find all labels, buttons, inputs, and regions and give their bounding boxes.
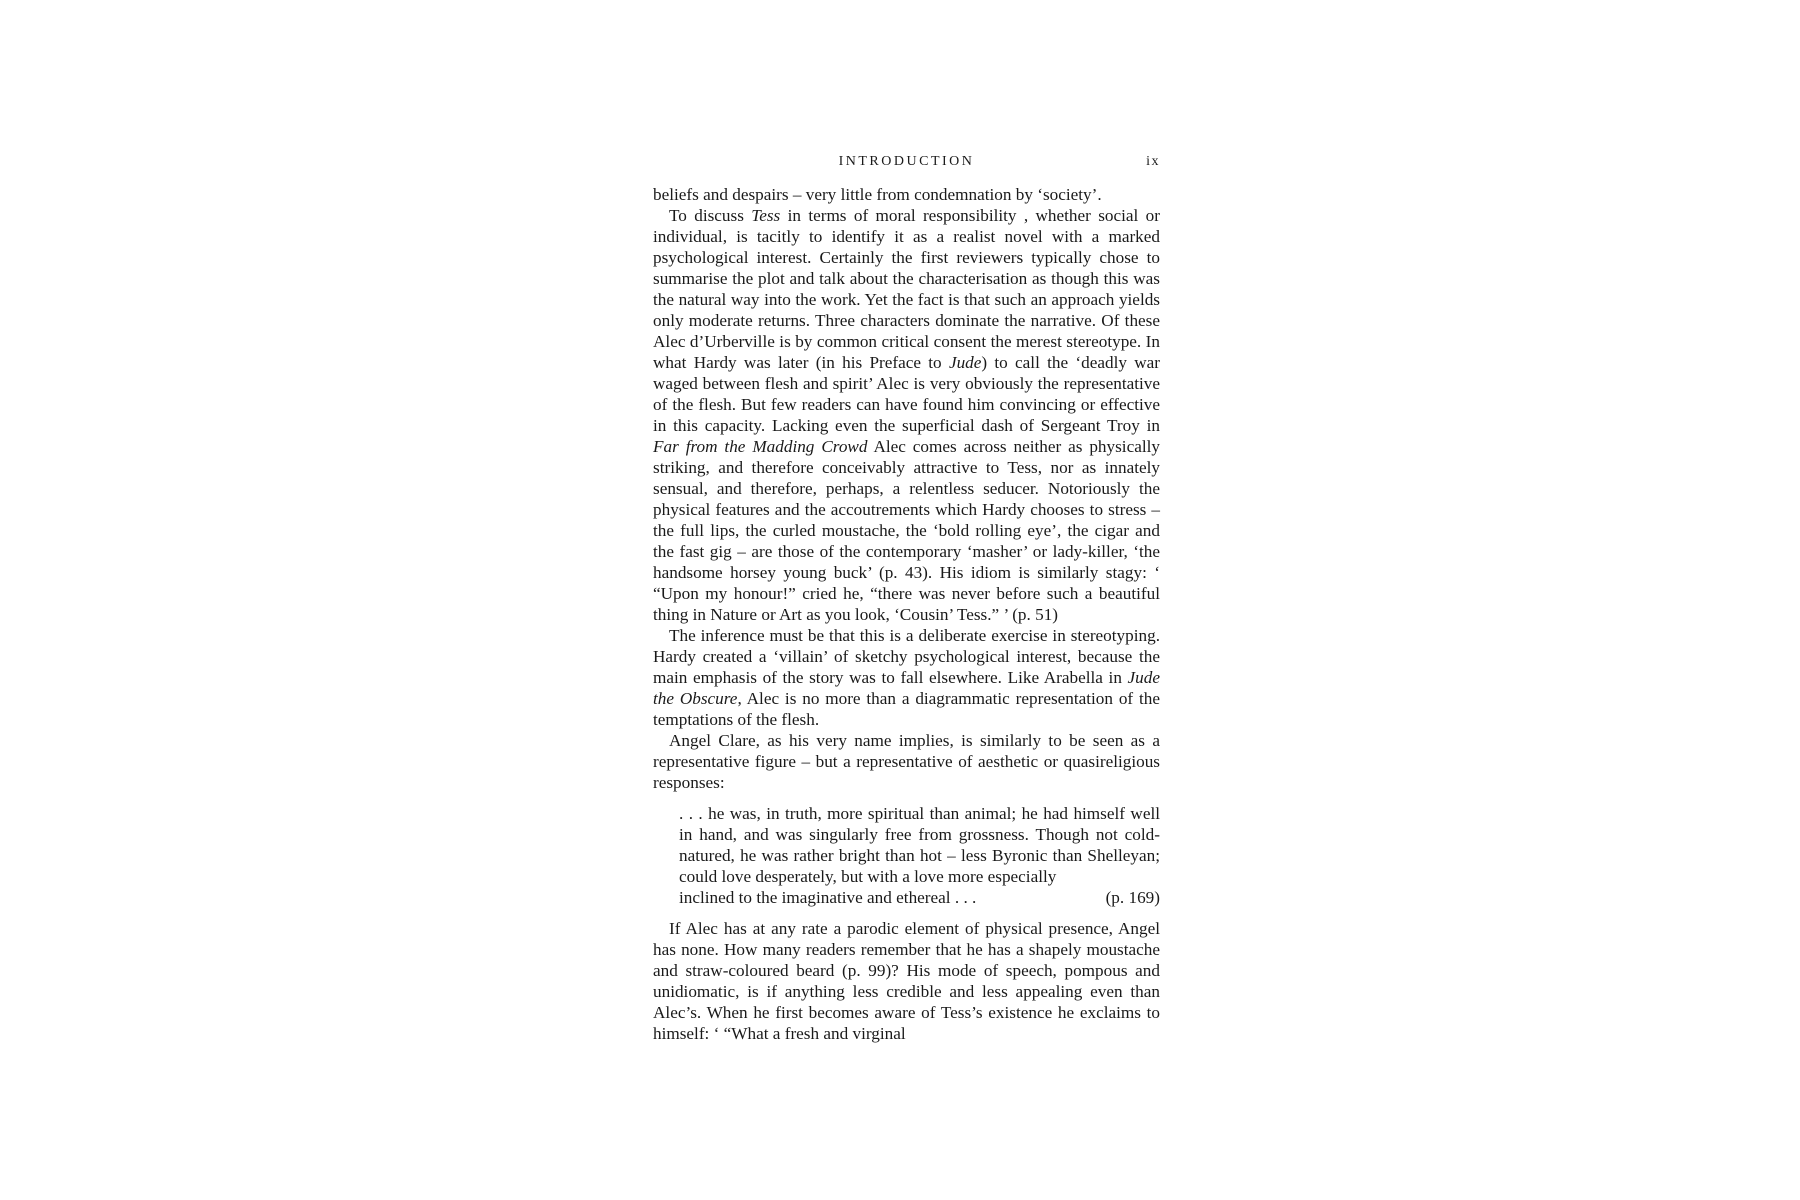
paragraph-text: in terms of moral responsibility , whether social or individual, is tacitly to identify it as a realist novel with a marked psychological interest. Certainly the first reviewers typically chose to summarise the plot and talk about the characterisation as though this was the natural way into the work. Yet the fact is that such an approach yields only moderate returns. Three characters dominate the narrative. Of these Alec d’Urberville is by common critical consent the merest stereotype. In what Hardy was later (in his Preface to [653,206,1160,372]
paragraph-text: To discuss [669,206,752,225]
closing-body-text [653,918,1160,1044]
italic-title-text: Far from the Madding Crowd [653,437,868,456]
block-quote-last-text: inclined to the imaginative and ethereal . . . [679,888,977,907]
block-quote-text: . . . he was, in truth, more spiritual than animal; he had himself well in hand, and was singularly free from grossness. Though not cold-natured, he was rather bright than hot – less Byronic than Shelleyan; could love desperately, but with a love more especially [679,804,1160,886]
body-text [653,184,1160,793]
paragraph-text: The inference must be that this is a deliberate exercise in stereotyping. Hardy created a ‘villain’ of sketchy psychological interest, because the main emphasis of the story was to fall elsewhere. Like Arabella in [653,626,1160,687]
page-number: ix [1146,154,1160,169]
paragraph [653,730,1160,793]
paragraph [653,205,1160,625]
block-quote [679,803,1160,908]
italic-title-text: Jude the Obscure [653,668,1160,708]
running-head [653,152,1160,174]
block-quote-citation: (p. 169) [1105,888,1160,907]
paragraph-text: ) to call the ‘deadly war waged between flesh and spirit’ Alec is very obviously the representative of the flesh. But few readers can have found him convincing or effective in this capacity. Lacking even the superficial dash of Sergeant Troy in [653,353,1161,435]
paragraph-text: Angel Clare, as his very name implies, is similarly to be seen as a representative figure – but a representative of aesthetic or quasireligious responses: [653,731,1160,792]
paragraph-text: Alec comes across neither as physically striking, and therefore conceivably attractive to Tess, nor as innately sensual, and therefore, perhaps, a relentless seducer. Notoriously the physical features and the accoutrements which Hardy chooses to stress – the full lips, the curled moustache, the ‘bold rolling eye’, the cigar and the fast gig – are those of the contemporary ‘masher’ or lady-killer, ‘the handsome horsey young buck’ (p. 43). His idiom is similarly stagy: ‘ “Upon my honour!” cried he, “there was never before such a beautiful thing in Nature or Art as you look, ‘Cousin’ Tess.” ’ (p. 51) [653,437,1160,624]
closing-paragraph: If Alec has at any rate a parodic element of physical presence, Angel has none. How many readers remember that he has a shapely moustache and straw-coloured beard (p. 99)? His mode of speech, pompous and unidiomatic, is if anything less credible and less appealing even than Alec’s. When he first becomes aware of Tess’s existence he exclaims to himself: ‘ “What a fresh and virginal [653,919,1160,1043]
block-quote-last-line [679,887,1160,908]
running-head-title: INTRODUCTION [838,154,975,169]
paragraph [653,184,1160,205]
paragraph-text: beliefs and despairs – very little from condemnation by ‘society’. [653,185,1102,204]
book-page [653,152,1160,1044]
paragraph-text: , Alec is no more than a diagrammatic representation of the temptations of the flesh. [653,689,1160,729]
italic-title-text: Jude [948,353,982,372]
paragraph [653,625,1160,730]
italic-title-text: Tess [751,206,781,225]
